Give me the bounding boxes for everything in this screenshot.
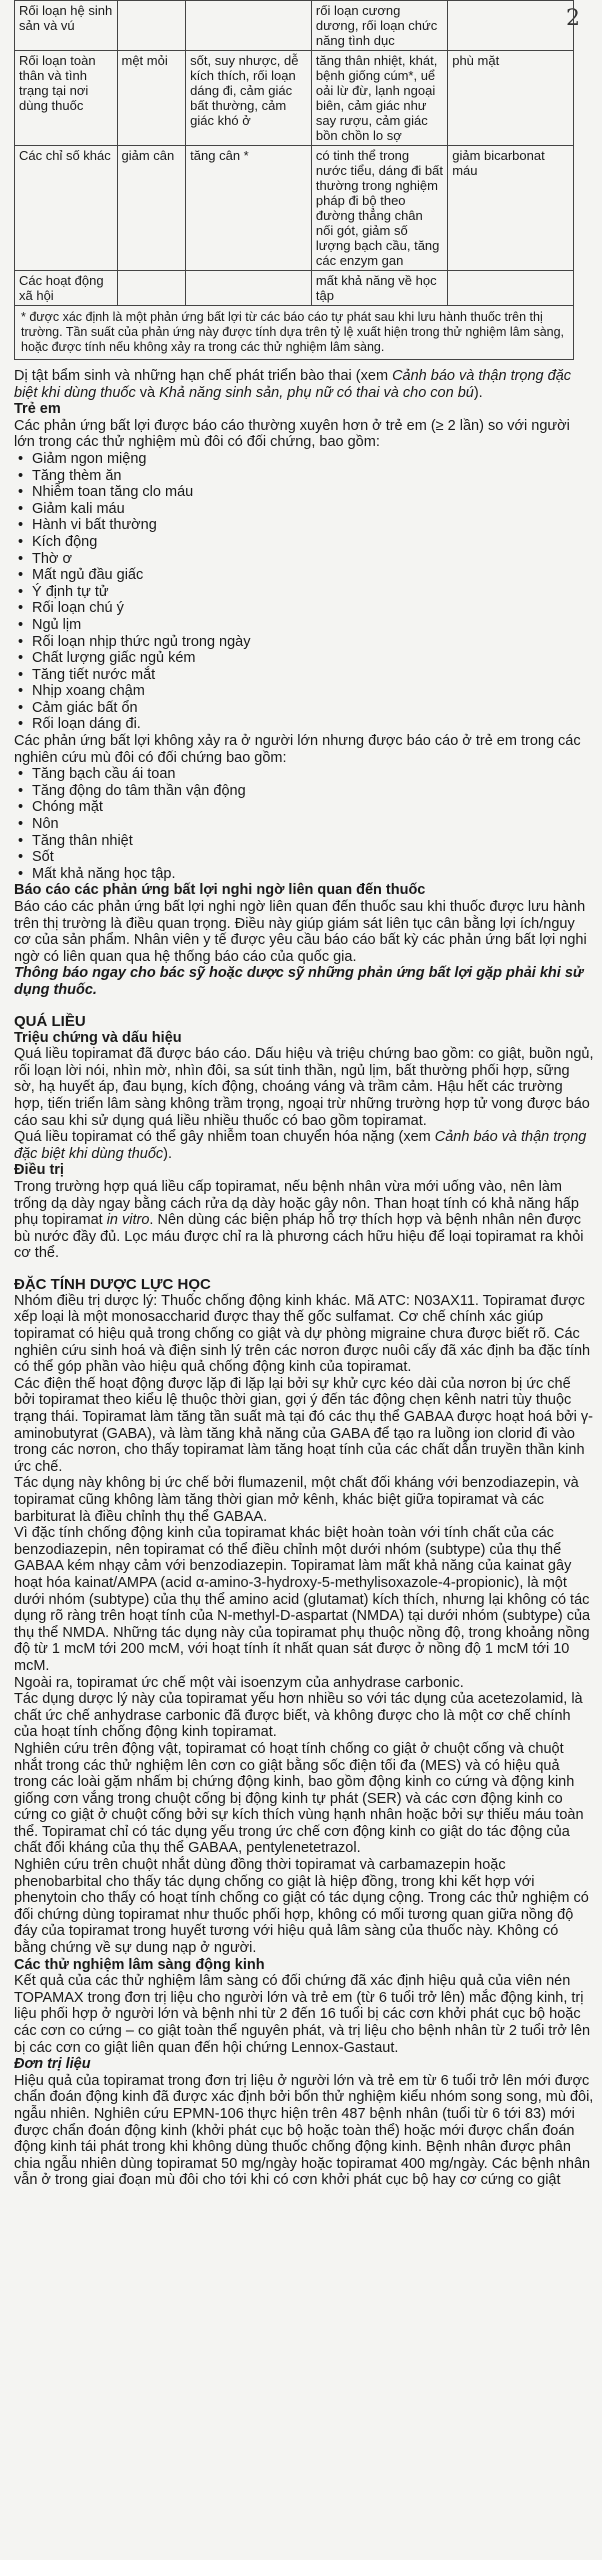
list-item: • Tăng động do tâm thần vận động xyxy=(18,783,594,800)
table-cell: rối loạn cương dương, rối loạn chức năng tình dục xyxy=(311,1,447,51)
table-row xyxy=(15,271,574,306)
list-item: • Sốt xyxy=(18,849,594,866)
pharmacodynamics-p2: Các điện thế hoạt động được lặp đi lặp lại bởi sự khử cực kéo dài của nơron bị ức chế bởi topiramat theo kiểu lệ thuộc thời gian, gợi ý đến tác động chẹn kênh natri tùy thuộc trạng thái. Topiramat làm tăng tần suất mà tại đó các thụ thể GABAA được hoạt hoá bởi γ- aminobutyrat (GABA), và làm tăng khả năng của GABA để tạo ra luồng ion clorid đi vào trong các nơron, cho thấy topiramat làm tăng hoạt tính của các chất dẫn truyền thần kinh ức chế. xyxy=(14,1375,593,1475)
list-item: • Chóng mặt xyxy=(18,799,594,816)
table-cell: mất khả năng về học tập xyxy=(311,271,447,306)
list-item: • Tăng thèm ăn xyxy=(18,468,594,485)
list-item: • Tăng tiết nước mắt xyxy=(18,667,594,684)
table-cell xyxy=(117,271,186,306)
suspected-reactions-body: Báo cáo các phản ứng bất lợi nghi ngờ liên quan đến thuốc sau khi thuốc được lưu hành trên thị trường là điều quan trọng. Điều này giúp giám sát liên tục cân bằng lợi ích/nguy cơ của sản phẩm. Nhân viên y tế được yêu cầu báo cáo bất kỳ các phản ứng bất lợi nghi ngờ có liên quan qua hệ thống báo cáo của quốc gia. xyxy=(14,899,587,965)
table-cell xyxy=(448,271,574,306)
table-cell: Rối loạn toàn thân và tình trạng tại nơi dùng thuốc xyxy=(15,51,118,146)
list-item: • Mất khả năng học tập. xyxy=(18,866,594,883)
overdose-heading: QUÁ LIỀU xyxy=(14,1012,86,1030)
children-intro-2: Các phản ứng bất lợi không xảy ra ở người lớn nhưng được báo cáo ở trẻ em trong các nghiên cứu mù đôi có đối chứng bao gồm: xyxy=(14,733,581,766)
adverse-reactions-table xyxy=(14,0,574,360)
list-item: • Kích động xyxy=(18,534,594,551)
children-only-reactions-list xyxy=(14,766,594,882)
document-page xyxy=(14,0,594,2189)
list-item: • Rối loạn chú ý xyxy=(18,600,594,617)
table-cell: có tinh thể trong nước tiểu, dáng đi bất thường trong nghiệm pháp đi bộ theo đường thẳng chân nối gót, giảm số lượng bạch cầu, tăng các enzym gan xyxy=(311,146,447,271)
pharmacodynamics-p6: Tác dụng dược lý này của topiramat yếu hơn nhiều so với tác dụng của acetezolamid, là chất ức chế anhydrase carbonic đã được biết, và không được cho là một cơ chế chính của hoạt tính chống động kinh topiramat. xyxy=(14,1691,583,1741)
page-number-mark: 2 xyxy=(566,6,580,31)
overdose-treatment-body: Trong trường hợp quá liều cấp topiramat, nếu bệnh nhân vừa mới uống vào, nên làm trống dạ dày ngay bằng cách rửa dạ dày hoặc gây nôn. Than hoạt tính có khả năng hấp phụ topiramat in vitro. Nên dùng các biện pháp hỗ trợ thích hợp và bệnh nhân nên được bù nước đầy đủ. Lọc máu được chỉ ra là phương cách hữu hiệu để loại topiramat ra khỏi cơ thể. xyxy=(14,1178,584,1262)
list-item: • Giảm kali máu xyxy=(18,501,594,518)
pharmacodynamics-heading: ĐẶC TÍNH DƯỢC LỰC HỌC xyxy=(14,1275,211,1293)
pharmacodynamics-p3: Tác dụng này không bị ức chế bởi flumazenil, một chất đối kháng với benzodiazepin, và topiramat cũng không làm tăng thời gian mở kênh, khác biệt giữa topiramat và các barbiturat là điều chỉnh thụ thể GABAA. xyxy=(14,1475,579,1525)
list-item: • Thờ ơ xyxy=(18,551,594,568)
list-item: • Giảm ngon miệng xyxy=(18,451,594,468)
table-row xyxy=(15,1,574,51)
list-item: • Nhiễm toan tăng clo máu xyxy=(18,484,594,501)
table-cell xyxy=(186,1,312,51)
table-cell: phù mặt xyxy=(448,51,574,146)
pharmacodynamics-p8: Nghiên cứu trên chuột nhắt dùng đồng thời topiramat và carbamazepin hoặc phenobarbital cho thấy tác dụng chống co giật là hiệp đồng, trong khi kết hợp với phenytoin cho thấy có hoạt tính chống co giật có tác dụng cộng. Trong các thử nghiệm có đối chứng dùng topiramat như thuốc phối hợp, không có mối tương quan giữa nồng độ đáy của topiramat trong huyết tương với hiệu quả lâm sàng của thuốc này. Không có bằng chứng về sự dung nạp ở người. xyxy=(14,1857,589,1957)
list-item: • Ý định tự tử xyxy=(18,584,594,601)
table-cell: Các chỉ số khác xyxy=(15,146,118,271)
table-cell xyxy=(448,1,574,51)
table-footnote: * được xác định là một phản ứng bất lợi từ các báo cáo tự phát sau khi lưu hành thuốc trên thị trường. Tần suất của phản ứng này được tính dựa trên tỷ lệ xuất hiện trong thử nghiệm lâm sàng, hoặc được tính nếu không xảy ra trong các thử nghiệm lâm sàng. xyxy=(15,306,574,360)
children-heading: Trẻ em xyxy=(14,401,61,418)
list-item: • Rối loạn nhịp thức ngủ trong ngày xyxy=(18,634,594,651)
table-cell: giảm bicarbonat máu xyxy=(448,146,574,271)
malformation-paragraph: Dị tật bẩm sinh và những hạn chế phát triển bào thai (xem Cảnh báo và thận trọng đặc biệt khi dùng thuốc và Khả năng sinh sản, phụ nữ có thai và cho con bú). xyxy=(14,368,572,401)
list-item: • Nhịp xoang chậm xyxy=(18,683,594,700)
table-cell: mệt mỏi xyxy=(117,51,186,146)
pharmacodynamics-p4: Vì đặc tính chống động kinh của topiramat khác biệt hoàn toàn với tính chất của các benzodiazepin, nên topiramat có thể điều chỉnh một dưới nhóm (subtype) của thụ thể GABAA kém nhạy cảm với benzodiazepin. Topiramat làm mất khả năng của kainat gây hoạt hóa kainat/AMPA (acid α-amino-3-hydroxy-5-methylisoxazole-4-propionic), là một dưới nhóm (subtype) của thụ thể amino acid (glutamat) kích thích, nhưng lại không có tác dụng rõ ràng trên hoạt tính của N-methyl-D-aspartat (NMDA) tại dưới nhóm (subtype) của thụ thể NMDA. Những tác dụng này của topiramat phụ thuộc nồng độ, trong khoảng nồng độ từ 1 mcM tới 200 mcM, với hoạt tính ít nhất quan sát được ở nồng độ 1 mcM tới 10 mcM. xyxy=(14,1525,591,1674)
pharmacodynamics-p5: Ngoài ra, topiramat ức chế một vài isoenzym của anhydrase carbonic. xyxy=(14,1674,464,1691)
table-cell: Các hoạt động xã hội xyxy=(15,271,118,306)
clinical-trials-body: Kết quả của các thử nghiệm lâm sàng có đối chứng đã xác định hiệu quả của viên nén TOPAMAX trong đơn trị liệu cho người lớn và trẻ em (từ 6 tuổi trở lên) mắc động kinh, trị liệu phối hợp ở người lớn và bệnh nhi từ 2 đến 16 tuổi bị các cơn khởi phát cục bộ hoặc các cơn co cứng – co giật toàn thể nguyên phát, và trị liệu cho bệnh nhân từ 2 tuổi trở lên bị các cơn co giật liên quan đến hội chứng Lennox-Gastaut. xyxy=(14,1973,591,2056)
list-item: • Chất lượng giấc ngủ kém xyxy=(18,650,594,667)
list-item: • Mất ngủ đầu giấc xyxy=(18,567,594,584)
table-cell: tăng thân nhiệt, khát, bệnh giống cúm*, uể oải lừ đừ, lạnh ngoại biên, cảm giác như say rượu, cảm giác bồn chồn lo sợ xyxy=(311,51,447,146)
pharmacodynamics-p7: Nghiên cứu trên động vật, topiramat có hoạt tính chống co giật ở chuột cống và chuột nhắt trong các thử nghiệm lên cơn co giật bằng sốc điện tối đa (MES) và có hiệu quả trong các loài gặm nhấm bị chứng động kinh, bao gồm động kinh co cứng và động kinh giống cơn vắng trong chuột cống bị động kinh tự phát (SER) và các cơn động kinh co cứng co giật ở chuột cống bởi sự kích thích vùng hạnh nhân hoặc bởi sự thiếu máu toàn thể. Topiramat chỉ có tác dụng yếu trong ức chế cơn động kinh co giật do tác động của chất đối kháng của thụ thể GABAA, pentylenetetrazol. xyxy=(14,1740,584,1857)
table-cell: giảm cân xyxy=(117,146,186,271)
children-intro: Các phản ứng bất lợi được báo cáo thường xuyên hơn ở trẻ em (≥ 2 lần) so với người lớn trong các thử nghiệm mù đôi có đối chứng, bao gồm: xyxy=(14,417,570,451)
monotherapy-body: Hiệu quả của topiramat trong đơn trị liệu ở người lớn và trẻ em từ 6 tuổi trở lên mới được chẩn đoán động kinh đã được xác định bởi bốn thử nghiệm kiểu nhóm song song, mù đôi, ngẫu nhiên. Nghiên cứu EPMN-106 thực hiện trên 487 bệnh nhân (tuổi từ 6 tới 83) mới được chẩn đoán động kinh (khởi phát cục bộ hoặc toàn thể) hoặc mới được chẩn đoán động kinh tái phát trong khi không dùng thuốc chống động kinh. Bệnh nhân được phân chia ngẫu nhiên dùng topiramat 50 mg/ngày hoặc topiramat 400 mg/ngày. Các bệnh nhân vẫn ở trong giai đoạn mù đôi cho tới khi có cơn khởi phát cục bộ hay cơ cứng co giật xyxy=(14,2072,594,2189)
overdose-symptoms-heading: Triệu chứng và dấu hiệu xyxy=(14,1029,182,1046)
list-item: • Rối loạn dáng đi. xyxy=(18,716,594,733)
pharmacodynamics-p1: Nhóm điều trị dược lý: Thuốc chống động kinh khác. Mã ATC: N03AX11. Topiramat được xếp loại là một monosaccharid được thay thế gốc sulfamat. Cơ chế chính xác giúp topiramat có hiệu quả trong chống co giật và dự phòng migraine chưa được biết rõ. Các nghiên cứu sinh hoá và điện sinh lý trên các nơron được nuôi cấy đã xác định ba đặc tính có thể góp phần vào hiệu quả chống động kinh của topiramat. xyxy=(14,1292,591,1376)
list-item: • Tăng thân nhiệt xyxy=(18,833,594,850)
table-cell: Rối loạn hệ sinh sản và vú xyxy=(15,1,118,51)
overdose-symptoms-body: Quá liều topiramat đã được báo cáo. Dấu hiệu và triệu chứng bao gồm: co giật, buồn ngủ, rối loạn lời nói, nhìn mờ, nhìn đôi, sa sút tinh thần, ngủ lịm, bất thường phối hợp, sững sờ, hạ huyết áp, đau bụng, kích động, choáng váng và trầm cảm. Hậu hết các trường hợp, tiến triển lâm sàng không trầm trọng, ngoại trừ những trường hợp tử vong được báo cáo sau khi sử dụng quá liều nhiều thuốc có bao gồm topiramat. xyxy=(14,1046,594,1129)
suspected-reactions-heading: Báo cáo các phản ứng bất lợi nghi ngờ liên quan đến thuốc xyxy=(14,882,426,899)
table-cell xyxy=(186,271,312,306)
list-item: • Tăng bạch cầu ái toan xyxy=(18,766,594,783)
monotherapy-heading: Đơn trị liệu xyxy=(14,2056,91,2073)
table-cell xyxy=(117,1,186,51)
children-reactions-list xyxy=(14,451,594,733)
list-item: • Hành vi bất thường xyxy=(18,517,594,534)
list-item: • Nôn xyxy=(18,816,594,833)
table-row xyxy=(15,51,574,146)
list-item: • Ngủ lịm xyxy=(18,617,594,634)
list-item: • Cảm giác bất ổn xyxy=(18,700,594,717)
notify-doctor-emphasis: Thông báo ngay cho bác sỹ hoặc dược sỹ những phản ứng bất lợi gặp phải khi sử dụng thuốc. xyxy=(14,965,584,998)
table-row xyxy=(15,146,574,271)
table-cell: sốt, suy nhược, dễ kích thích, rối loạn dáng đi, cảm giác bất thường, cảm giác khó ở xyxy=(186,51,312,146)
clinical-trials-heading: Các thử nghiệm lâm sàng động kinh xyxy=(14,1956,265,1973)
overdose-acidosis-note: Quá liều topiramat có thể gây nhiễm toan chuyển hóa nặng (xem Cảnh báo và thận trọng đặc biệt khi dùng thuốc). xyxy=(14,1129,587,1162)
table-cell: tăng cân * xyxy=(186,146,312,271)
overdose-treatment-heading: Điều trị xyxy=(14,1162,64,1179)
